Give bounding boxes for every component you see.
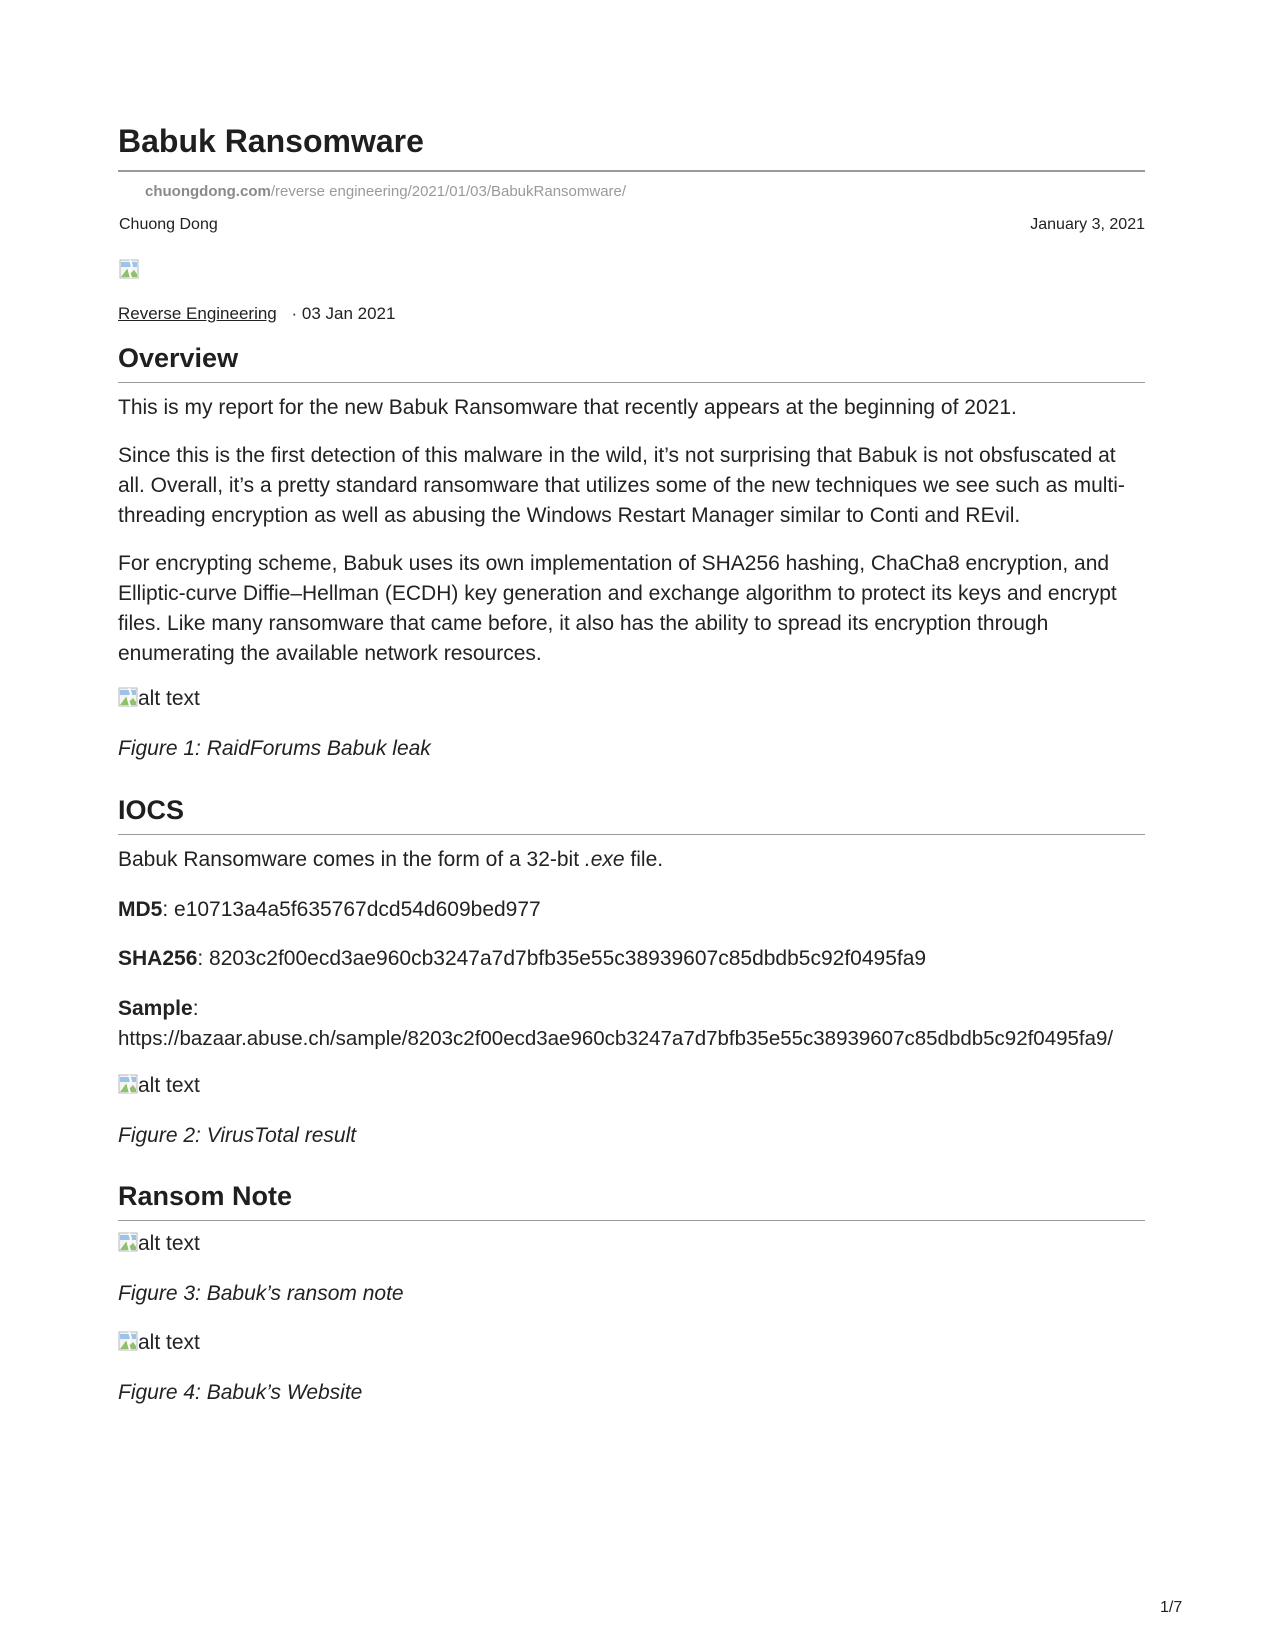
page-number: 1/7 xyxy=(1160,1599,1183,1616)
figure-1-alt: alt text xyxy=(138,687,200,710)
broken-image-icon xyxy=(118,1232,138,1252)
sha256-label: SHA256 xyxy=(118,947,198,970)
title-divider xyxy=(118,170,1145,172)
figure-2-alt: alt text xyxy=(138,1074,200,1097)
source-url[interactable] xyxy=(145,182,626,202)
figure-1-caption: Figure 1: RaidForums Babuk leak xyxy=(118,737,431,760)
iocs-intro-ext: .exe xyxy=(584,848,625,871)
broken-image-icon xyxy=(119,259,139,279)
author-name: Chuong Dong xyxy=(119,216,218,233)
iocs-intro xyxy=(118,845,1145,875)
heading-overview: Overview xyxy=(118,343,239,373)
iocs-intro-suffix: file. xyxy=(624,848,664,871)
overview-paragraph-2: Since this is the first detection of this malware in the wild, it’s not surprising that Babuk is not obsfuscated at all. Overall, it’s a pretty standard ransomware that utilizes some of the new techniques we see such as multi-threading encryption as well as abusing the Windows Restart Manager similar to Conti and REvil. xyxy=(118,444,1125,527)
figure-3-image xyxy=(118,1231,200,1257)
md5-line xyxy=(118,895,1145,925)
overview-paragraph-1: This is my report for the new Babuk Ransomware that recently appears at the beginning of 2021. xyxy=(118,396,1017,419)
figure-4-image xyxy=(118,1330,200,1356)
overview-paragraph-3: For encrypting scheme, Babuk uses its own implementation of SHA256 hashing, ChaCha8 encryption, and Elliptic-curve Diffie–Hellman (ECDH) key generation and exchange algorithm to protect its keys and encrypt files. Like many ransomware that came before, it also has the ability to spread its encryption through enumerating the available network resources. xyxy=(118,552,1117,665)
figure-3-caption: Figure 3: Babuk’s ransom note xyxy=(118,1282,404,1305)
sample-line xyxy=(118,994,1145,1054)
publish-date: January 3, 2021 xyxy=(1030,216,1145,233)
source-domain: chuongdong.com xyxy=(145,183,271,200)
broken-image-icon xyxy=(118,1074,138,1094)
heading-ransom-note: Ransom Note xyxy=(118,1181,293,1211)
md5-label: MD5 xyxy=(118,898,163,921)
figure-3-alt: alt text xyxy=(138,1232,200,1255)
figure-4-caption: Figure 4: Babuk’s Website xyxy=(118,1381,363,1404)
sample-colon: : xyxy=(192,997,199,1020)
page-title: Babuk Ransomware xyxy=(118,123,424,159)
figure-2-image xyxy=(118,1073,200,1099)
iocs-intro-text: Babuk Ransomware comes in the form of a 32-bit xyxy=(118,848,585,871)
heading-iocs: IOCS xyxy=(118,795,185,825)
figure-2-caption: Figure 2: VirusTotal result xyxy=(118,1124,357,1147)
ransom-note-divider xyxy=(118,1220,1145,1221)
post-date: · 03 Jan 2021 xyxy=(291,304,396,323)
broken-image-icon xyxy=(118,687,138,707)
byline xyxy=(119,215,1145,235)
source-path: /reverse engineering/2021/01/03/BabukRansomware/ xyxy=(270,183,627,200)
category-link[interactable]: Reverse Engineering xyxy=(118,304,277,323)
md5-value: : e10713a4a5f635767dcd54d609bed977 xyxy=(162,898,541,921)
broken-image-icon xyxy=(118,1331,138,1351)
post-meta xyxy=(118,303,395,325)
overview-divider xyxy=(118,382,1145,383)
iocs-divider xyxy=(118,834,1145,835)
sha256-value: : 8203c2f00ecd3ae960cb3247a7d7bfb35e55c38939607c85dbdb5c92f0495fa9 xyxy=(197,947,927,970)
sha256-line xyxy=(118,944,1145,974)
figure-4-alt: alt text xyxy=(138,1331,200,1354)
figure-1-image xyxy=(118,686,200,712)
sample-label: Sample xyxy=(118,997,193,1020)
sample-url[interactable]: https://bazaar.abuse.ch/sample/8203c2f00ecd3ae960cb3247a7d7bfb35e55c38939607c85dbdb5c92f0495fa9/ xyxy=(118,1027,1114,1050)
